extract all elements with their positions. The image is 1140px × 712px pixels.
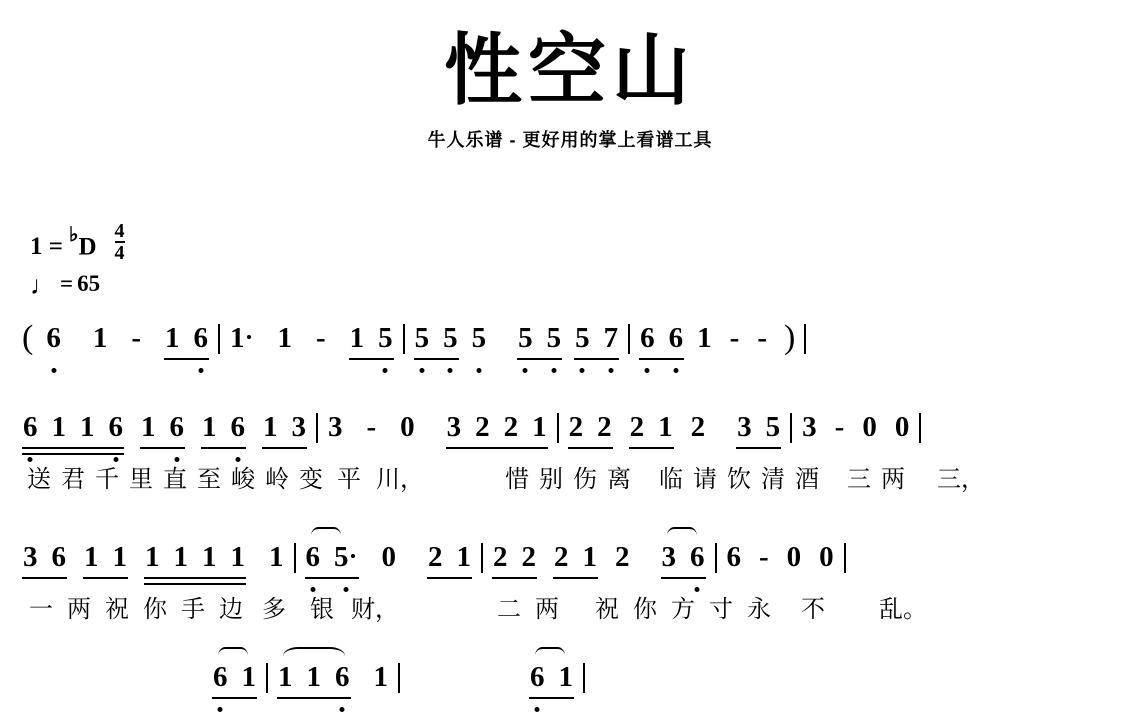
octave-dot-low <box>198 368 203 373</box>
lyric-syllable: 你 <box>633 595 657 623</box>
octave-dot-low <box>535 707 540 712</box>
beamed-group <box>212 661 257 694</box>
octave-dot-low <box>383 368 388 373</box>
lyric-syllable: 二 <box>497 595 521 623</box>
octave-dot-low <box>645 368 650 373</box>
octave-dot-low <box>310 587 315 592</box>
barline <box>266 663 268 693</box>
barline <box>557 413 559 443</box>
barline <box>844 543 846 573</box>
note: 1 <box>658 410 673 443</box>
beamed-group <box>164 322 209 355</box>
note: 1 <box>277 321 292 354</box>
lyric-syllable: 两 <box>535 595 559 623</box>
beamed-group <box>349 322 394 355</box>
note-dash: - <box>131 321 141 354</box>
notes-row-1 <box>22 316 1118 360</box>
lyric-syllable: 三 <box>847 465 871 493</box>
barline <box>715 543 717 573</box>
note: 6 <box>169 411 186 444</box>
note: 1 <box>229 322 255 355</box>
lyric-syllable: 一 <box>29 595 53 623</box>
tempo-equals: = <box>60 271 74 296</box>
sheet-music-page <box>0 26 1140 693</box>
meter-numerator: 4 <box>114 220 125 242</box>
note: 6 <box>529 661 546 694</box>
lyric-syllable: 千 <box>95 465 119 493</box>
lyric-syllable: 祝 <box>105 595 129 623</box>
lyric-syllable: 乱。 <box>879 595 927 623</box>
note: 1 <box>241 660 256 693</box>
note: 7 <box>603 322 620 355</box>
note: 2 <box>475 410 490 443</box>
note: 2 <box>493 540 508 573</box>
lyric-syllable: 至 <box>197 465 221 493</box>
note: 6 <box>668 322 685 355</box>
lyric-syllable: 变 <box>299 465 323 493</box>
beamed-group <box>262 411 307 444</box>
note: 1 <box>202 540 217 573</box>
note: 2 <box>597 410 612 443</box>
note: 2 <box>503 410 519 443</box>
octave-dot-low <box>218 707 223 712</box>
lyric-syllable: 岭 <box>265 465 289 493</box>
note: 1 <box>145 540 160 573</box>
lyric-syllable: 财， <box>351 595 399 623</box>
octave-dot-low <box>419 368 424 373</box>
time-signature <box>115 222 125 263</box>
note-dash: - <box>729 321 740 354</box>
octave-dot-low <box>113 457 118 462</box>
note: 6 <box>51 540 66 573</box>
note: 6 <box>689 541 706 574</box>
notes-row-4 <box>22 655 1118 699</box>
barline <box>583 663 585 693</box>
lyric-syllable: 饮 <box>727 465 751 493</box>
octave-dot-low <box>523 368 528 373</box>
lyrics-row-1 <box>22 459 1118 493</box>
note: 6 <box>639 322 656 355</box>
key-signature <box>30 220 125 264</box>
lyric-syllable: 祝 <box>595 595 619 623</box>
beamed-group <box>736 411 781 444</box>
score-info <box>30 220 125 300</box>
note: 2 <box>629 410 645 443</box>
close-paren: ) <box>784 319 796 356</box>
notes-row-3 <box>22 535 1118 579</box>
key-label: 1 = <box>30 233 63 260</box>
barline <box>398 663 400 693</box>
lyric-syllable: 不 <box>801 595 825 623</box>
note-dash: - <box>759 540 769 573</box>
music-system-1 <box>22 316 1118 360</box>
beamed-group <box>446 411 548 444</box>
note: 1 <box>349 321 365 354</box>
lyric-syllable: 两 <box>881 465 905 493</box>
note: 1 <box>697 321 712 354</box>
octave-dot-low <box>673 368 678 373</box>
lyric-syllable: 惜 <box>505 465 529 493</box>
note: 2 <box>554 540 569 573</box>
lyric-syllable: 永 <box>747 595 771 623</box>
note: 6 <box>108 411 125 444</box>
note: 6 <box>193 322 210 355</box>
octave-dot-low <box>551 368 556 373</box>
note-rest: 0 <box>862 410 877 443</box>
octave-dot-low <box>608 368 613 373</box>
barline <box>628 324 630 354</box>
beamed-group <box>517 322 562 355</box>
beamed-group <box>201 411 246 444</box>
note: 1 <box>112 540 127 573</box>
note: 5 <box>333 541 359 574</box>
note-rest: 0 <box>786 540 802 573</box>
note: 6 <box>22 411 39 444</box>
lyric-syllable: 两 <box>67 595 91 623</box>
lyric-syllable: 三， <box>937 465 985 493</box>
barline <box>316 413 318 443</box>
note: 5 <box>377 322 394 355</box>
notes-row-2 <box>22 405 1118 449</box>
key-letter: D <box>78 233 97 260</box>
barline <box>403 324 405 354</box>
tempo-marking <box>30 271 125 300</box>
note: 5 <box>471 322 488 355</box>
barline <box>481 543 483 573</box>
note-dash: - <box>757 321 768 354</box>
octave-dot-low <box>343 587 348 592</box>
music-system-4-partial <box>22 655 1118 699</box>
beamed-group <box>277 661 351 694</box>
note: 5 <box>574 322 591 355</box>
octave-dot-low <box>695 587 700 592</box>
note: 3 <box>291 410 306 443</box>
music-system-3 <box>22 535 1118 623</box>
flat-icon: ♭ <box>69 223 79 246</box>
beamed-group <box>574 322 619 355</box>
open-paren: ( <box>22 319 34 356</box>
note: 1 <box>532 410 547 443</box>
beamed-group <box>140 411 185 444</box>
beamed-group <box>661 541 706 574</box>
note-rest: 0 <box>381 540 396 573</box>
note: 6 <box>726 540 741 573</box>
note: 5 <box>546 322 563 355</box>
beamed-group <box>639 322 684 355</box>
music-system-2 <box>22 405 1118 493</box>
lyric-syllable: 平 <box>337 465 361 493</box>
octave-dot-low <box>476 368 481 373</box>
beamed-group <box>305 541 359 574</box>
beamed-group <box>144 541 246 574</box>
note: 3 <box>737 410 752 443</box>
note: 5 <box>765 410 781 443</box>
note: 6 <box>334 661 351 694</box>
note: 6 <box>212 661 229 694</box>
lyric-syllable: 清 <box>761 465 785 493</box>
note: 1 <box>80 410 95 443</box>
page-subtitle: 牛人乐谱 - 更好用的掌上看谱工具 <box>427 129 713 150</box>
lyric-syllable: 多 <box>262 595 286 623</box>
note: 1 <box>373 660 388 693</box>
lyric-syllable: 君 <box>61 465 85 493</box>
note: 1 <box>92 321 108 354</box>
lyric-syllable: 别 <box>539 465 563 493</box>
lyric-syllable: 请 <box>693 465 717 493</box>
note: 6 <box>45 322 62 355</box>
beamed-group <box>492 541 537 574</box>
lyric-syllable: 边 <box>219 595 243 623</box>
note: 6 <box>305 541 322 574</box>
octave-dot-low <box>340 707 345 712</box>
note: 1 <box>558 660 573 693</box>
augmentation-dot <box>351 554 355 558</box>
lyric-syllable: 银 <box>310 595 334 623</box>
beamed-group <box>553 541 598 574</box>
note: 1 <box>51 410 66 443</box>
note: 3 <box>802 410 817 443</box>
lyric-syllable: 川， <box>376 465 424 493</box>
note: 1 <box>230 540 245 573</box>
beamed-group <box>83 541 128 574</box>
beamed-group <box>22 411 124 444</box>
beamed-group <box>568 411 613 444</box>
beamed-group <box>22 541 67 574</box>
lyric-syllable: 送 <box>27 465 51 493</box>
note: 1 <box>582 540 597 573</box>
lyric-syllable: 里 <box>129 465 153 493</box>
barline <box>218 324 220 354</box>
octave-dot-low <box>51 368 56 373</box>
beamed-group <box>427 541 472 574</box>
lyric-syllable: 伤 <box>573 465 597 493</box>
note: 3 <box>328 410 343 443</box>
note: 1 <box>141 410 156 443</box>
note-rest: 0 <box>819 540 834 573</box>
note: 2 <box>428 540 443 573</box>
lyric-syllable: 寸 <box>709 595 733 623</box>
beamed-group <box>629 411 674 444</box>
lyric-syllable: 你 <box>143 595 167 623</box>
note: 3 <box>661 540 676 573</box>
note: 6 <box>230 411 247 444</box>
note-dash: - <box>316 321 326 354</box>
lyric-syllable: 峻 <box>231 465 255 493</box>
note: 1 <box>306 660 321 693</box>
lyric-syllable: 直 <box>163 465 187 493</box>
note: 5 <box>517 322 534 355</box>
note-rest: 0 <box>894 410 910 443</box>
note-dash: - <box>366 410 377 443</box>
lyric-syllable: 手 <box>181 595 205 623</box>
note: 5 <box>442 322 459 355</box>
beamed-group <box>414 322 459 355</box>
lyric-syllable: 临 <box>659 465 683 493</box>
note: 1 <box>278 660 293 693</box>
lyric-syllable: 方 <box>671 595 695 623</box>
page-title: 性空山 <box>443 26 696 114</box>
note: 1 <box>263 410 278 443</box>
note: 2 <box>615 540 630 573</box>
note: 1 <box>202 410 217 443</box>
note: 2 <box>568 410 584 443</box>
octave-dot-low <box>448 368 453 373</box>
note: 1 <box>173 540 188 573</box>
lyrics-row-2 <box>22 589 1118 623</box>
barline <box>804 324 806 354</box>
note: 5 <box>414 322 431 355</box>
beamed-group <box>529 661 574 694</box>
quarter-note-icon: ♩ <box>30 271 56 300</box>
lyric-syllable: 酒 <box>795 465 819 493</box>
note: 1 <box>84 540 99 573</box>
octave-dot-low <box>235 457 240 462</box>
octave-dot-low <box>580 368 585 373</box>
octave-dot-low <box>174 457 179 462</box>
note: 1 <box>269 540 284 573</box>
note-dash: - <box>834 410 845 443</box>
note: 2 <box>521 540 536 573</box>
note-rest: 0 <box>400 410 415 443</box>
note: 1 <box>165 321 180 354</box>
barline <box>294 543 296 573</box>
augmentation-dot <box>247 335 251 339</box>
note: 1 <box>456 540 471 573</box>
lyric-syllable: 离 <box>607 465 631 493</box>
octave-dot-low <box>28 457 33 462</box>
barline <box>919 413 921 443</box>
note: 3 <box>446 410 462 443</box>
meter-denominator: 4 <box>114 242 125 264</box>
note: 3 <box>23 540 38 573</box>
barline <box>790 413 792 443</box>
note: 2 <box>690 410 706 443</box>
tempo-value: 65 <box>77 271 101 296</box>
